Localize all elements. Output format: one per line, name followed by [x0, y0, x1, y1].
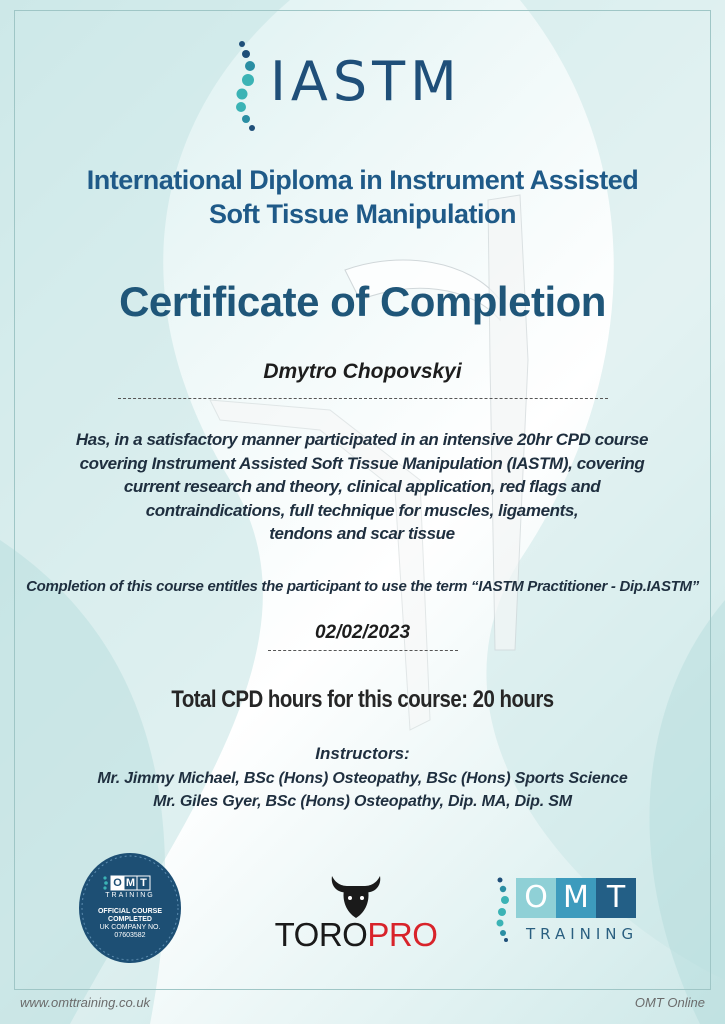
toropro-wordmark [266, 916, 446, 954]
omt-training-text: TRAINING [526, 925, 639, 943]
diploma-title-line-1: International Diploma in Instrument Assisted [86, 165, 639, 195]
toro-text: TORO [274, 916, 368, 953]
omt-letters [516, 878, 636, 918]
description-line: tendons and scar tissue [269, 524, 455, 543]
logo-text: IASTM [270, 50, 462, 113]
instructor-name: Mr. Jimmy Michael, BSc (Hons) Osteopathy, BSc (Hons) Sports Science [97, 770, 628, 787]
spine-dots-icon [232, 38, 264, 133]
badge-brand-letter: T [140, 877, 147, 889]
entitlement-text: Completion of this course entitles the participant to use the term “IASTM Practitioner - Dip.IASTM” [26, 578, 699, 595]
description-line: current research and theory, clinical application, red flags and [123, 477, 601, 496]
instructor-name: Mr. Giles Gyer, BSc (Hons) Osteopathy, Dip. MA, Dip. SM [153, 793, 572, 810]
footer-brand: OMT Online [634, 995, 705, 1010]
recipient-name: Dmytro Chopovskyi [263, 360, 462, 383]
badge-brand [111, 876, 150, 890]
spine-dots-icon [494, 876, 510, 942]
badge-line-1: OFFICIAL COURSE [97, 908, 163, 915]
omt-official-badge [78, 852, 182, 964]
cpd-hours: Total CPD hours for this course: 20 hours [171, 686, 554, 713]
iastm-logo [232, 38, 502, 133]
description-line: covering Instrument Assisted Soft Tissue Manipulation (IASTM), covering [79, 453, 645, 473]
instructors-label: Instructors: [315, 744, 410, 763]
pro-text: PRO [367, 916, 438, 953]
omt-letter: T [596, 878, 636, 918]
badge-text [78, 908, 182, 940]
omt-letter: M [556, 878, 596, 918]
date-underline [268, 650, 458, 651]
badge-brand-letter: M [125, 877, 136, 889]
diploma-title-line-2: Soft Tissue Manipulation [208, 199, 517, 229]
badge-sub: TRAINING [105, 892, 155, 899]
description-line: contraindications, full technique for muscles, ligaments, [145, 500, 579, 520]
completion-date: 02/02/2023 [314, 622, 411, 643]
course-description [62, 428, 662, 546]
diploma-title [0, 163, 725, 231]
website-link[interactable]: www.omttraining.co.uk [20, 995, 151, 1010]
omt-letter: O [516, 878, 556, 918]
bull-head-icon [328, 872, 384, 920]
description-line: Has, in a satisfactory manner participated in an intensive 20hr CPD course [75, 430, 649, 449]
badge-line-4: 07603582 [114, 932, 146, 939]
toropro-logo [266, 872, 446, 952]
badge-line-3: UK COMPANY NO. [99, 924, 161, 931]
omt-training-logo [494, 872, 654, 944]
recipient-underline [118, 398, 608, 399]
badge-brand-letter: O [113, 877, 122, 889]
certificate-title: Certificate of Completion [119, 278, 606, 325]
badge-line-2: COMPLETED [108, 916, 152, 923]
